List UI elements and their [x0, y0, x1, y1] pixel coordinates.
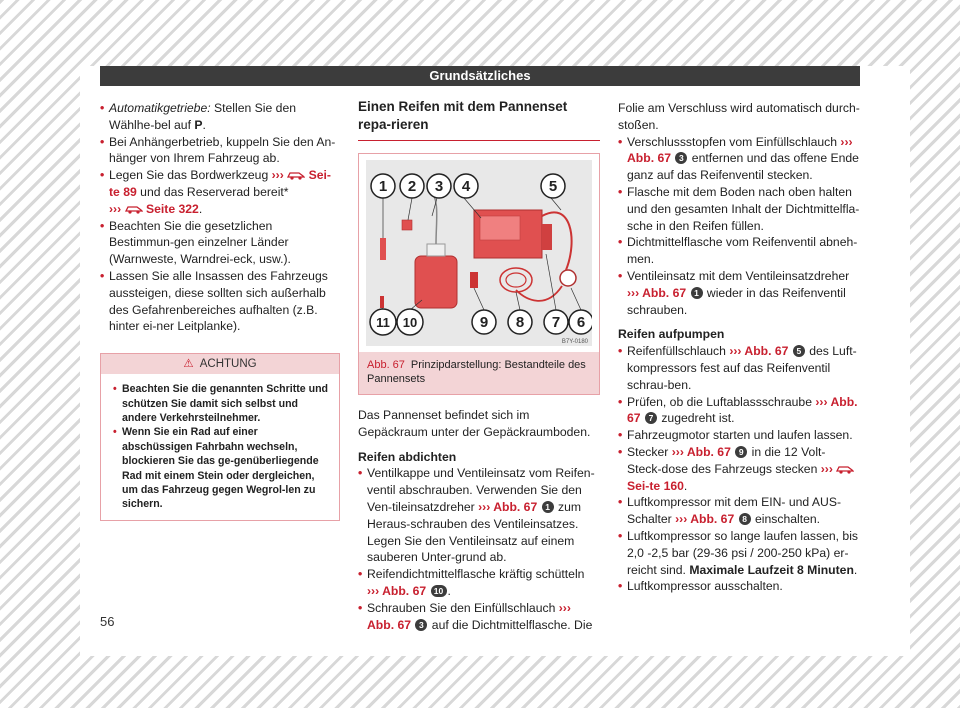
callout-badge: 3	[675, 152, 687, 164]
car-icon	[287, 170, 305, 180]
section-title: Einen Reifen mit dem Pannenset repa-rieren	[358, 98, 600, 141]
list-item: • Luftkompressor mit dem EIN- und AUS-Schalter ››› Abb. 67 8 einschalten.	[618, 494, 860, 528]
figure-link[interactable]: ››› Abb. 67	[729, 344, 789, 359]
list-item: • Beachten Sie die gesetzlichen Bestimmun-gen einzelner Länder (Warnweste, Warndrei-eck, usw.).	[100, 218, 340, 268]
list-item: • Reifenfüllschlauch ››› Abb. 67 5 des Luft-kompressors fest auf das Reifenventil schrau-ben.	[618, 343, 860, 393]
column-right	[618, 100, 860, 595]
page-link[interactable]: Seite 322	[145, 201, 199, 216]
paragraph: Folie am Verschluss wird automatisch durch-stoßen.	[618, 101, 860, 132]
list-item: • Ventileinsatz mit dem Ventileinsatzdreher ››› Abb. 67 1 wieder in das Reifenventil schrauben.	[618, 268, 860, 318]
figure	[358, 153, 600, 395]
list-item: • Automatikgetriebe: Stellen Sie den Wählhe-bel auf P.	[100, 100, 340, 134]
callout-badge: 3	[415, 619, 427, 631]
callout-number: 3	[434, 178, 444, 195]
list-item: • Verschlussstopfen vom Einfüllschlauch ››› Abb. 67 3 entfernen und das offene Ende ganz auf das Reifenventil stecken.	[618, 134, 860, 184]
warning-header: ⚠ ACHTUNG	[101, 354, 339, 374]
figure-label: Abb. 67	[367, 359, 405, 371]
callout-badge: 9	[735, 446, 747, 458]
callout-number: 4	[461, 178, 471, 195]
warning-triangle-icon: ⚠	[183, 358, 194, 371]
chapter-header: Grundsätzliches	[100, 66, 860, 86]
page-number: 56	[100, 614, 115, 629]
column-middle	[358, 100, 600, 633]
figure-illustration	[366, 160, 592, 346]
page-link[interactable]: Sei-te 89	[109, 168, 331, 199]
figure-link[interactable]: ››› Abb. 67	[627, 285, 687, 300]
warning-box	[100, 353, 340, 521]
list-item: • Schrauben Sie den Einfüllschlauch ››› Abb. 67 3 auf die Dichtmittelflasche. Die	[358, 600, 600, 634]
callout-number: 10	[402, 315, 418, 330]
page-link[interactable]: Sei-te 160	[627, 478, 684, 493]
callout-number: 2	[407, 178, 417, 195]
warning-item: • Beachten Sie die genannten Schritte und schützen Sie damit sich selbst und andere Verkehrsteilnehmer.	[113, 382, 329, 425]
warning-item: • Wenn Sie ein Rad auf einer abschüssigen Fahrbahn wechseln, blockieren Sie das ge-genüberliegende Rad mit einem Stein oder dergleichen, um das Fahrzeug gegen Wegrol-len zu sichern.	[113, 425, 329, 511]
callout-number: 11	[376, 315, 390, 330]
callout-badge: 10	[431, 585, 447, 597]
car-icon	[836, 464, 854, 474]
subheading: Reifen abdichten	[358, 449, 457, 464]
callout-badge: 1	[691, 287, 703, 299]
list-item: • Prüfen, ob die Luftablassschraube ››› Abb. 67 7 zugedreht ist.	[618, 394, 860, 428]
list-item: • Stecker ››› Abb. 67 9 in die 12 Volt-Steck-dose des Fahrzeugs stecken ››› Sei-te 160.	[618, 444, 860, 494]
list-item: • Luftkompressor so lange laufen lassen, bis 2,0 -2,5 bar (29-36 psi / 200-250 kPa) er-reicht sind. Maximale Laufzeit 8 Minuten.	[618, 528, 860, 578]
list-item: • Ventilkappe und Ventileinsatz vom Reifen-ventil abschrauben. Verwenden Sie den Ven-tileinsatzdreher ››› Abb. 67 1 zum Heraus-schrauben des Ventileinsatzes. Legen Sie den Ventileinsatz auf einem sauberen Unter-grund ab.	[358, 465, 600, 566]
paragraph: Das Pannenset befindet sich im Gepäckraum unter der Gepäckraumboden.	[358, 408, 591, 439]
list-item: • Flasche mit dem Boden nach oben halten und den gesamten Inhalt der Dichtmittelfla-sche in den Reifen füllen.	[618, 184, 860, 234]
figure-link[interactable]: ››› Abb. 67	[627, 394, 858, 426]
figure-link[interactable]: ››› Abb. 67	[675, 512, 735, 527]
figure-link[interactable]: ››› Abb. 67	[367, 583, 427, 598]
figure-link[interactable]: ››› Abb. 67	[627, 134, 853, 166]
car-icon	[125, 204, 143, 214]
callout-number: 9	[479, 314, 489, 331]
callout-badge: 5	[793, 345, 805, 357]
callout-badge: 7	[645, 412, 657, 424]
list-item: • Reifendichtmittelflasche kräftig schütteln ››› Abb. 67 10 .	[358, 566, 600, 600]
callout-badge: 8	[739, 513, 751, 525]
figure-link[interactable]: ››› Abb. 67	[367, 600, 571, 632]
list-item: • Bei Anhängerbetrieb, kuppeln Sie den An-hänger von Ihrem Fahrzeug ab.	[100, 134, 340, 168]
figure-link[interactable]: ››› Abb. 67	[671, 444, 731, 459]
callout-number: 5	[548, 178, 558, 195]
callout-number: 1	[378, 178, 388, 195]
callout-number: 6	[576, 314, 586, 331]
repair-kit-illustration	[366, 160, 592, 346]
list-item: • Luftkompressor ausschalten.	[618, 578, 860, 595]
column-left	[100, 100, 340, 521]
figure-link[interactable]: ››› Abb. 67	[478, 499, 538, 514]
figure-caption: Abb. 67 Prinzipdarstellung: Bestandteile des Pannensets	[359, 352, 599, 394]
list-item: • Legen Sie das Bordwerkzeug ››› Sei-te 89 und das Reserverad bereit* ››› Seite 322.	[100, 167, 340, 217]
callout-number: 8	[515, 314, 525, 331]
callout-badge: 1	[542, 501, 554, 513]
list-item: • Lassen Sie alle Insassen des Fahrzeugs aussteigen, diese sollten sich außerhalb des Gefahrenbereiches aufhalten (z.B. hinter ei-ner Leitplanke).	[100, 268, 340, 335]
list-item: • Dichtmittelflasche vom Reifenventil abneh-men.	[618, 234, 860, 268]
list-item: • Fahrzeugmotor starten und laufen lassen.	[618, 427, 860, 444]
figure-code: B7Y-0180	[561, 339, 588, 345]
subheading: Reifen aufpumpen	[618, 327, 725, 342]
callout-number: 7	[551, 314, 561, 331]
